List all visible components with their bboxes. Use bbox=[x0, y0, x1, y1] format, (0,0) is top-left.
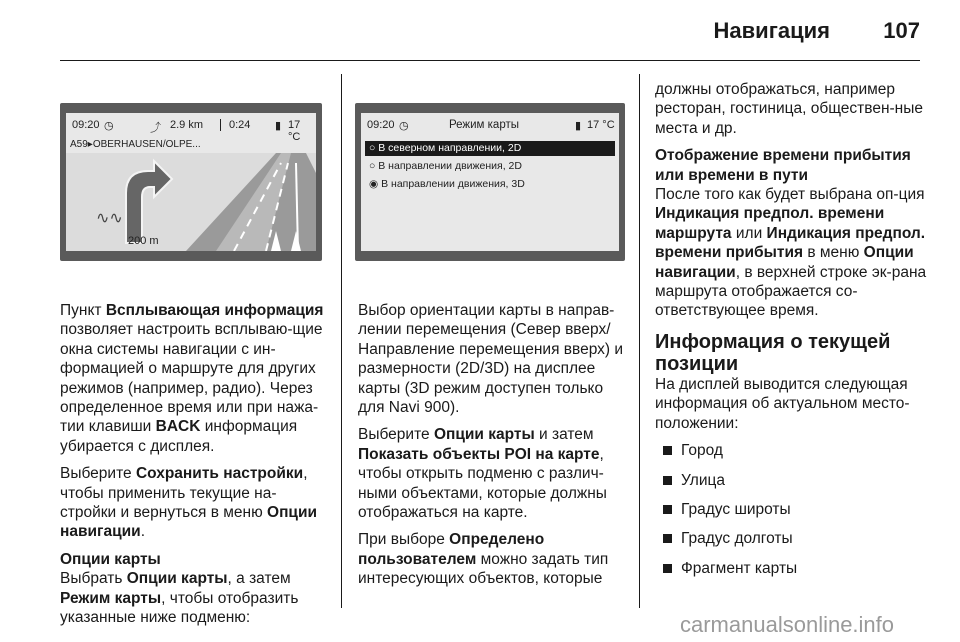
watermark: carmanualsonline.info bbox=[680, 612, 895, 637]
save-settings-paragraph: Выберите Сохранить настройки, чтобы применить текущие на-стройки и вернуться в меню Опции навигации. bbox=[60, 465, 318, 541]
eta-readout: 0:24 bbox=[220, 119, 250, 131]
street-name: A59▸OBERHAUSEN/OLPE... bbox=[70, 139, 201, 150]
map-options-paragraph: Выбрать Опции карты, а затем Режим карты, чтобы отобразить указанные ниже подменю: bbox=[60, 570, 299, 627]
eta-heading: Отображение времени прибытия или времени в пути bbox=[655, 147, 911, 184]
radio-icon: ○ bbox=[369, 142, 376, 154]
clock-time: 09:20 bbox=[72, 119, 100, 131]
position-info-list bbox=[655, 441, 927, 578]
column-2 bbox=[358, 301, 630, 597]
menu-title: Режим карты bbox=[449, 119, 520, 131]
continued-paragraph: должны отображаться, например ресторан, гостиница, обществен-ные места и др. bbox=[655, 81, 923, 137]
column-divider-1 bbox=[341, 74, 342, 608]
clock-icon-2: ◷ bbox=[399, 120, 409, 132]
radio-icon: ○ bbox=[369, 160, 376, 172]
list-item: Градус долготы bbox=[655, 529, 927, 548]
list-item: Город bbox=[655, 441, 927, 460]
map-orientation-paragraph: Выбор ориентации карты в направ-лении перемещения (Север вверх/ Направление перемещения вверх) и размерности (2D/3D) на дисплее карты (3D режим доступен только для Navi 900). bbox=[358, 302, 624, 417]
thermometer-icon: ▮ bbox=[275, 120, 282, 132]
popup-info-paragraph: Пункт Всплывающая информация позволяет настроить всплываю-щие окна системы навигации с ин-формацией о маршруте для других режимов (например, радио). Через определенное время или при нажа-тии клавиши BACK информация убирается с дисплея. bbox=[60, 302, 324, 455]
highway-illustration bbox=[66, 153, 316, 251]
map-mode-screen-image bbox=[355, 103, 625, 261]
distance-readout: 2.9 km bbox=[170, 119, 204, 131]
map-mode-option-heading-2d[interactable] bbox=[365, 159, 615, 174]
column-3 bbox=[655, 80, 927, 588]
page-title: Навигация bbox=[713, 18, 830, 43]
map-mode-display bbox=[361, 113, 619, 251]
map-view bbox=[66, 153, 316, 251]
position-info-paragraph: На дисплей выводится следующая информация об актуальном место-положении: bbox=[655, 375, 910, 432]
map-mode-option-north-2d[interactable] bbox=[365, 141, 615, 156]
clock-time-2: 09:20 bbox=[367, 119, 395, 131]
column-divider-2 bbox=[639, 74, 640, 608]
user-defined-paragraph: При выборе Определено пользователем можно задать тип интересующих объектов, которые bbox=[358, 531, 609, 588]
temperature-readout-2: 17 °C bbox=[587, 119, 615, 131]
list-item: Улица bbox=[655, 471, 927, 490]
list-item: Фрагмент карты bbox=[655, 559, 927, 578]
eta-paragraph: После того как будет выбрана оп-ция Индикация предпол. времени маршрута или Индикация предпол. времени прибытия в меню Опции навигации, в верхней строке эк-рана маршрута отображается со-ответствующее время. bbox=[655, 186, 927, 320]
navigation-screen-image bbox=[60, 103, 322, 261]
clock-icon: ◷ bbox=[104, 120, 114, 132]
navigation-display bbox=[66, 113, 316, 251]
temperature-readout: 17 °C bbox=[288, 119, 301, 143]
turn-distance: 200 m bbox=[128, 235, 159, 247]
map-options-heading: Опции карты bbox=[60, 550, 161, 568]
page-number: 107 bbox=[883, 18, 920, 43]
position-info-heading: Информация о текущей позиции bbox=[655, 330, 891, 375]
option-label: В направлении движения, 2D bbox=[378, 160, 522, 172]
poi-paragraph: Выберите Опции карты и затем Показать объекты POI на карте, чтобы открыть подменю с различ-ными объектами, которые должны отображаться на карте. bbox=[358, 426, 607, 522]
list-item: Градус широты bbox=[655, 500, 927, 519]
route-icon: ⤴ bbox=[150, 122, 161, 134]
radio-selected-icon: ◉ bbox=[369, 178, 379, 190]
header-rule bbox=[60, 60, 920, 61]
status-bar bbox=[70, 119, 312, 143]
option-label: В направлении движения, 3D bbox=[381, 178, 525, 190]
column-1 bbox=[60, 301, 330, 636]
option-label: В северном направлении, 2D bbox=[378, 142, 522, 154]
thermometer-icon-2: ▮ bbox=[575, 120, 582, 132]
map-mode-option-heading-3d[interactable] bbox=[365, 177, 615, 192]
svg-text:∿∿: ∿∿ bbox=[96, 210, 123, 227]
